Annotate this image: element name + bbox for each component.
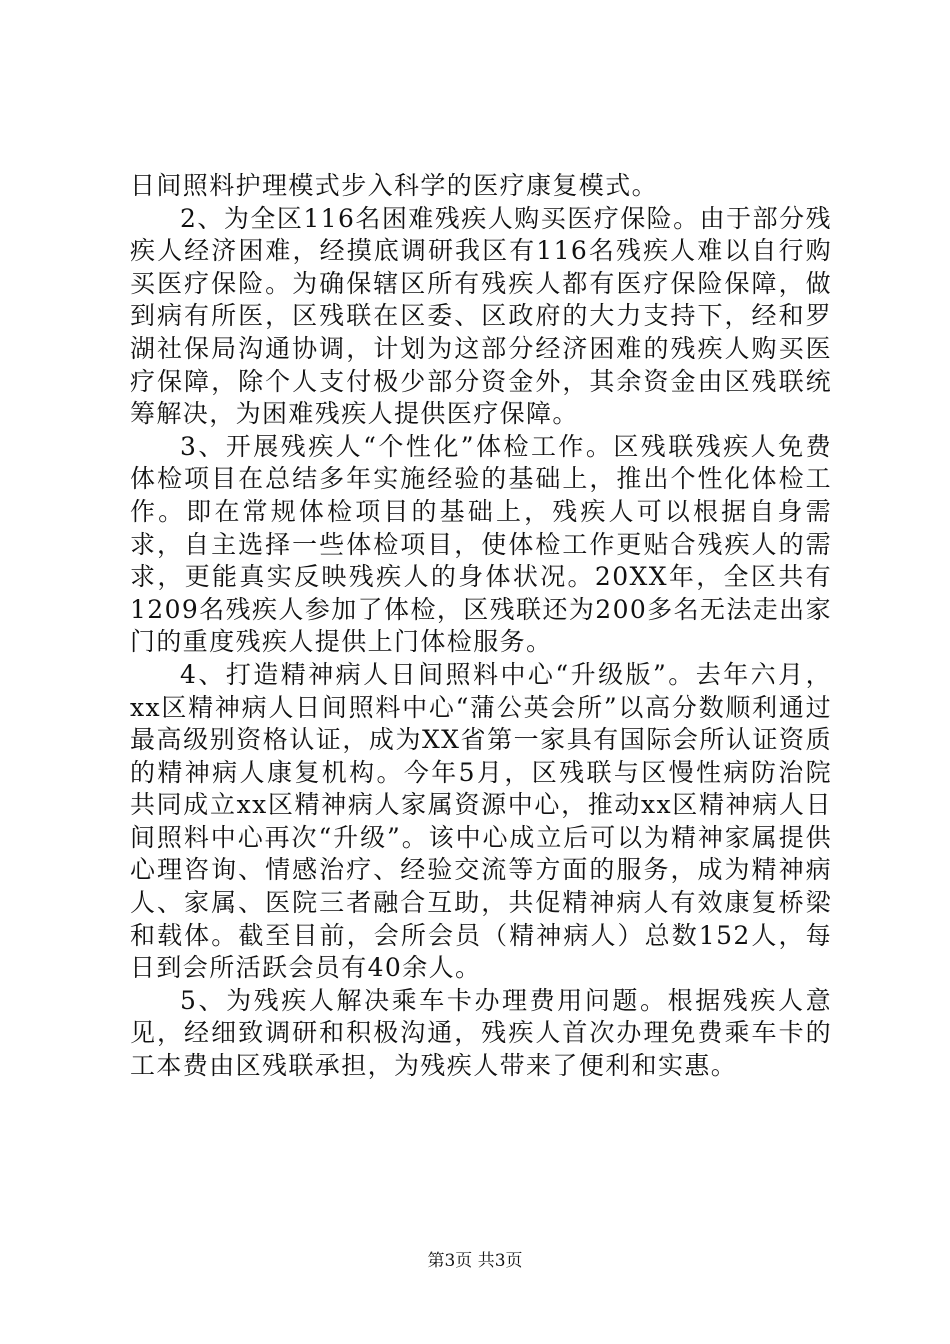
paragraph-item-5: 5、为残疾人解决乘车卡办理费用问题。根据残疾人意见，经细致调研和积极沟通，残疾人首次办理免费乘车卡的工本费由区残联承担，为残疾人带来了便利和实惠。 [130,985,832,1081]
paragraph-item-3: 3、开展残疾人“个性化”体检工作。区残联残疾人免费体检项目在总结多年实施经验的基础上，推出个性化体检工作。即在常规体检项目的基础上，残疾人可以根据自身需求，自主选择一些体检项目，使体检工作更贴合残疾人的需求，更能真实反映残疾人的身体状况。20XX年，全区共有1209名残疾人参加了体检，区残联还为200多名无法走出家门的重度残疾人提供上门体检服务。 [130,431,832,657]
document-body [130,170,832,1083]
paragraph-item-4: 4、打造精神病人日间照料中心“升级版”。去年六月，xx区精神病人日间照料中心“蒲公英会所”以高分数顺利通过最高级别资格认证，成为XX省第一家具有国际会所认证资质的精神病人康复机构。今年5月，区残联与区慢性病防治院共同成立xx区精神病人家属资源中心，推动xx区精神病人日间照料中心再次“升级”。该中心成立后可以为精神家属提供心理咨询、情感治疗、经验交流等方面的服务，成为精神病人、家属、医院三者融合互助，共促精神病人有效康复桥梁和载体。截至目前，会所会员（精神病人）总数152人，每日到会所活跃会员有40余人。 [130,659,832,983]
page-footer: 第3页 共3页 [427,1251,523,1271]
paragraph-continuation: 日间照料护理模式步入科学的医疗康复模式。 [130,171,659,200]
paragraph-item-2: 2、为全区116名困难残疾人购买医疗保险。由于部分残疾人经济困难，经摸底调研我区有116名残疾人难以自行购买医疗保险。为确保辖区所有残疾人都有医疗保险保障，做到病有所医，区残联在区委、区政府的大力支持下，经和罗湖社保局沟通协调，计划为这部分经济困难的残疾人购买医疗保障，除个人支付极少部分资金外，其余资金由区残联统筹解决，为困难残疾人提供医疗保障。 [130,203,832,429]
